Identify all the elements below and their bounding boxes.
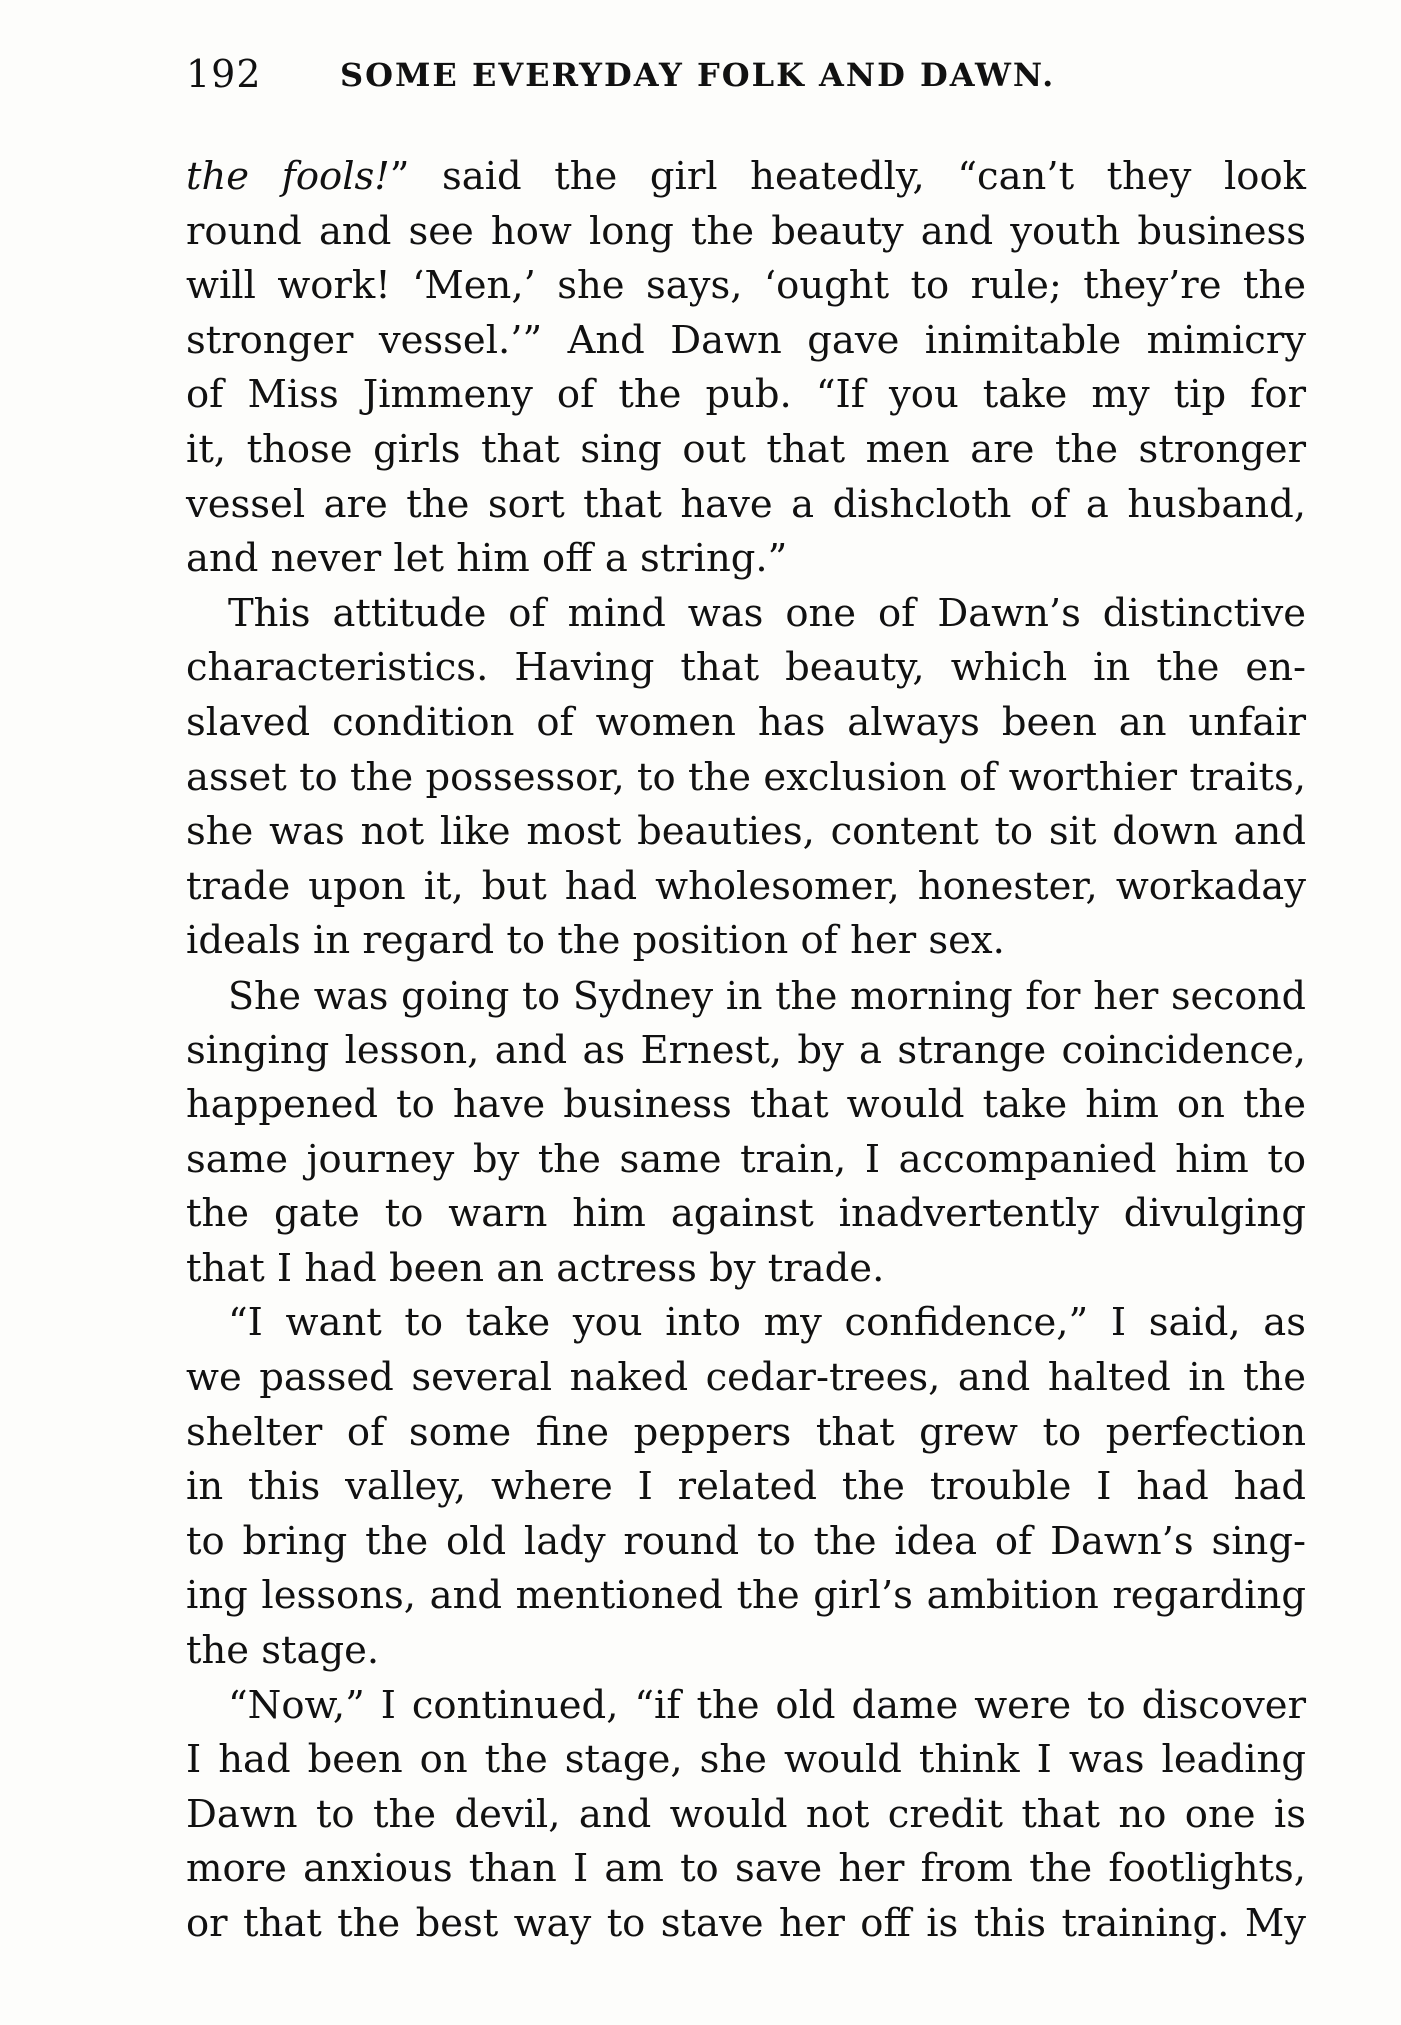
text-line [186, 1897, 1306, 1952]
text-line [186, 1515, 1306, 1570]
text-line [186, 1569, 1306, 1624]
text-line [186, 1187, 1306, 1242]
line-text: or that the best way to stave her off is this training. My [186, 1901, 1306, 1946]
line-text: I had been on the stage, she would think I was leading [186, 1737, 1306, 1783]
line-text: happened to have business that would take him on the [186, 1082, 1306, 1128]
line-text: to bring the old lady round to the idea of Dawn’s sing- [186, 1518, 1306, 1564]
text-line [186, 314, 1306, 369]
line-text: characteristics. Having that beauty, which in the en- [186, 645, 1306, 691]
line-text: shelter of some fine peppers that grew to perfection [186, 1409, 1306, 1455]
text-line [186, 1406, 1306, 1461]
text-line [186, 1024, 1306, 1079]
body-text [186, 150, 1306, 1952]
page-number: 192 [186, 52, 262, 96]
text-line [186, 259, 1306, 314]
text-line [186, 1788, 1306, 1843]
line-text: ideals in regard to the position of her sex. [186, 918, 1005, 964]
text-line [186, 641, 1306, 696]
line-text: in this valley, where I related the trouble I had had [186, 1464, 1306, 1510]
text-line [186, 1679, 1306, 1734]
line-text: the stage. [186, 1628, 380, 1674]
line-text: ing lessons, and mentioned the girl’s ambition regarding [186, 1573, 1306, 1619]
text-line [186, 860, 1306, 915]
line-text: will work! ‘Men,’ she says, ‘ought to rule; they’re the [186, 263, 1306, 309]
text-line [186, 478, 1306, 533]
text-line [186, 1842, 1306, 1897]
text-line [186, 751, 1306, 806]
line-text: we passed several naked cedar-trees, and halted in the [186, 1355, 1306, 1401]
line-text: “Now,” I continued, “if the old dame were to discover [228, 1682, 1306, 1728]
text-line [186, 1733, 1306, 1788]
line-text: she was not like most beauties, content to sit down and [186, 809, 1306, 855]
text-line [186, 1624, 1306, 1679]
line-text: of Miss Jimmeny of the pub. “If you take my tip for [186, 372, 1306, 418]
text-line [186, 969, 1306, 1024]
line-text: same journey by the same train, I accompanied him to [186, 1136, 1306, 1182]
line-text: Dawn to the devil, and would not credit that no one is [186, 1791, 1306, 1837]
text-line [186, 1460, 1306, 1515]
text-line [186, 423, 1306, 478]
line-text: trade upon it, but had wholesomer, honester, workaday [186, 863, 1306, 909]
text-line [186, 150, 1306, 205]
text-line [186, 368, 1306, 423]
text-line [186, 532, 1306, 587]
text-line [186, 805, 1306, 860]
line-text: and never let him off a string.” [186, 536, 788, 582]
text-line [186, 1296, 1306, 1351]
line-text: stronger vessel.’” And Dawn gave inimitable mimicry [186, 317, 1306, 363]
text-line [186, 914, 1306, 969]
line-text: round and see how long the beauty and youth business [186, 208, 1306, 254]
text-line [186, 205, 1306, 260]
line-text: asset to the possessor, to the exclusion of worthier traits, [186, 754, 1306, 800]
line-text: slaved condition of women has always been an unfair [186, 699, 1306, 745]
line-text: This attitude of mind was one of Dawn’s distinctive [228, 590, 1306, 636]
line-text: more anxious than I am to save her from the footlights, [186, 1846, 1306, 1892]
line-text: singing lesson, and as Ernest, by a strange coincidence, [186, 1027, 1306, 1073]
italic-lead-text: the fools! [186, 154, 390, 199]
text-line [186, 696, 1306, 751]
line-text: the gate to warn him against inadvertently divulging [186, 1191, 1306, 1237]
running-title: SOME EVERYDAY FOLK AND DAWN. [340, 56, 1056, 94]
text-line [186, 1242, 1306, 1297]
text-line [186, 1351, 1306, 1406]
line-text: that I had been an actress by trade. [186, 1245, 885, 1291]
line-text: vessel are the sort that have a dishcloth of a husband, [186, 481, 1306, 527]
text-line [186, 587, 1306, 642]
text-line [186, 1078, 1306, 1133]
line-text: “I want to take you into my confidence,” I said, as [228, 1300, 1306, 1346]
text-line [186, 1133, 1306, 1188]
line-text: She was going to Sydney in the morning for her second [228, 973, 1306, 1018]
line-text: ” said the girl heatedly, “can’t they look [389, 154, 1306, 199]
line-text: it, those girls that sing out that men are the stronger [186, 426, 1306, 472]
page-header [186, 52, 1306, 112]
